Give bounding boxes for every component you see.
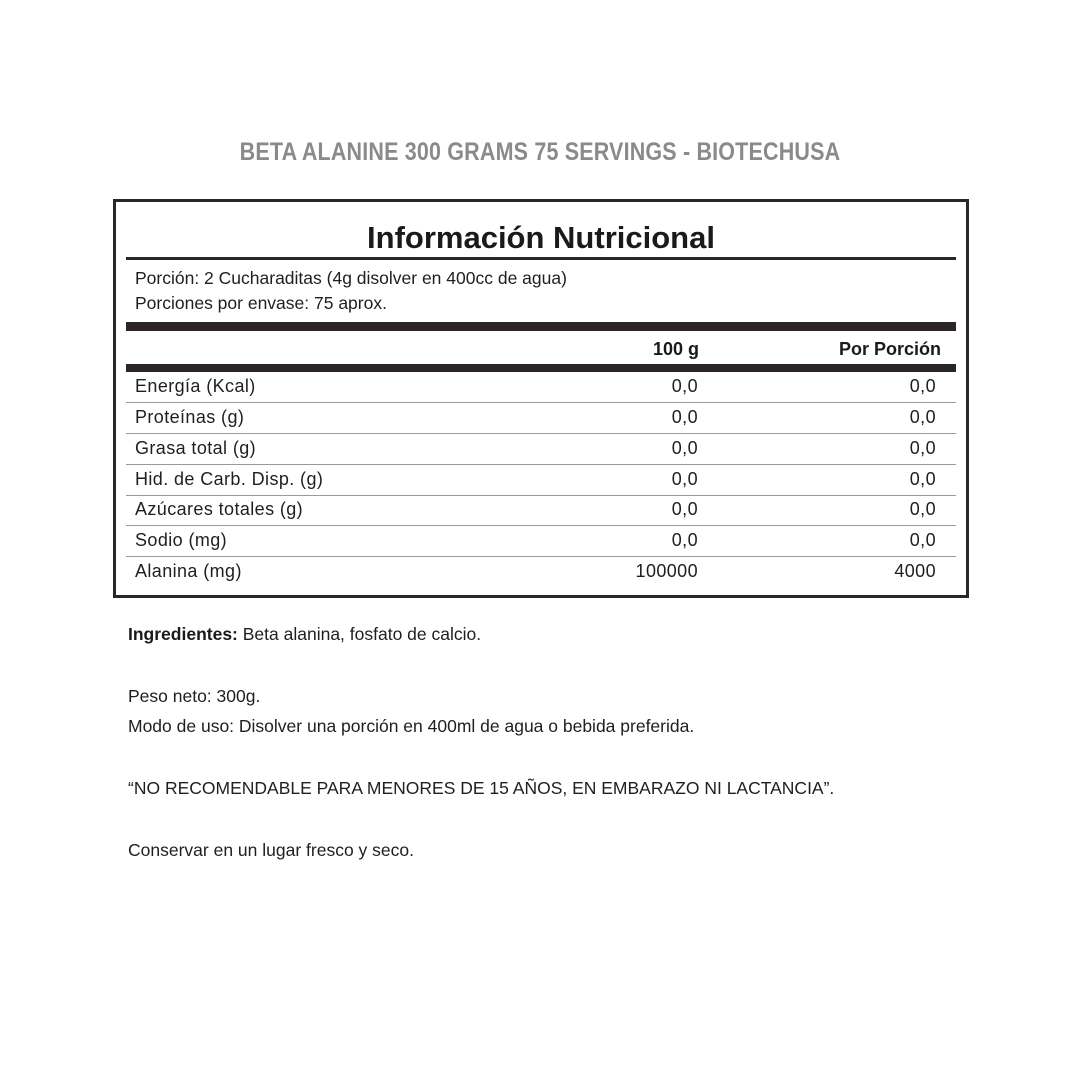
nutrient-value-per-100g: 0,0 xyxy=(671,407,698,427)
servings-per-container: Porciones por envase: 75 aprox. xyxy=(135,293,387,313)
ingredients-line xyxy=(128,624,481,645)
usage-instructions: Modo de uso: Disolver una porción en 400ml de agua o bebida preferida. xyxy=(128,716,695,736)
column-header-per-100g: 100 g xyxy=(652,339,699,359)
table-row xyxy=(126,557,956,588)
nutrient-label: Azúcares totales (g) xyxy=(135,499,304,519)
nutrient-label: Grasa total (g) xyxy=(135,438,257,458)
nutrient-value-per-serving: 0,0 xyxy=(909,438,936,458)
ingredients-label: Ingredientes: xyxy=(128,624,238,644)
nutrient-value-per-100g: 100000 xyxy=(635,561,698,581)
ingredients-text: Beta alanina, fosfato de calcio. xyxy=(237,624,482,644)
nutrient-value-per-serving: 0,0 xyxy=(909,499,936,519)
serving-size: Porción: 2 Cucharaditas (4g disolver en 400cc de agua) xyxy=(135,268,567,288)
page-title: BETA ALANINE 300 GRAMS 75 SERVINGS - BIOTECHUSA xyxy=(239,138,841,166)
nutrient-value-per-serving: 0,0 xyxy=(909,407,936,427)
nutrient-value-per-100g: 0,0 xyxy=(671,469,698,489)
table-row xyxy=(126,495,956,526)
nutrition-heading: Información Nutricional xyxy=(367,220,715,255)
nutrient-label: Energía (Kcal) xyxy=(135,376,256,396)
nutrient-label: Alanina (mg) xyxy=(135,561,242,581)
nutrient-value-per-serving: 0,0 xyxy=(909,469,936,489)
thick-divider-top xyxy=(126,322,956,331)
storage-instructions: Conservar en un lugar fresco y seco. xyxy=(128,840,414,860)
nutrient-value-per-serving: 4000 xyxy=(894,561,936,581)
table-row xyxy=(126,434,956,465)
nutrient-value-per-serving: 0,0 xyxy=(909,376,936,396)
thick-divider-header xyxy=(126,364,956,372)
nutrition-facts-panel xyxy=(113,199,969,598)
nutrient-label: Proteínas (g) xyxy=(135,407,245,427)
warning-notice: “NO RECOMENDABLE PARA MENORES DE 15 AÑOS, EN EMBARAZO NI LACTANCIA”. xyxy=(128,778,835,798)
nutrient-value-per-100g: 0,0 xyxy=(671,530,698,550)
table-row xyxy=(126,403,956,434)
nutrient-label: Hid. de Carb. Disp. (g) xyxy=(135,469,324,489)
nutrient-value-per-serving: 0,0 xyxy=(909,530,936,550)
table-row xyxy=(126,526,956,557)
net-weight: Peso neto: 300g. xyxy=(128,686,261,706)
nutrient-value-per-100g: 0,0 xyxy=(671,376,698,396)
table-row xyxy=(126,465,956,496)
heading-divider xyxy=(126,257,956,260)
table-row xyxy=(126,372,956,403)
column-header-per-serving: Por Porción xyxy=(838,339,941,359)
nutrient-value-per-100g: 0,0 xyxy=(671,438,698,458)
nutrient-label: Sodio (mg) xyxy=(135,530,228,550)
nutrient-value-per-100g: 0,0 xyxy=(671,499,698,519)
